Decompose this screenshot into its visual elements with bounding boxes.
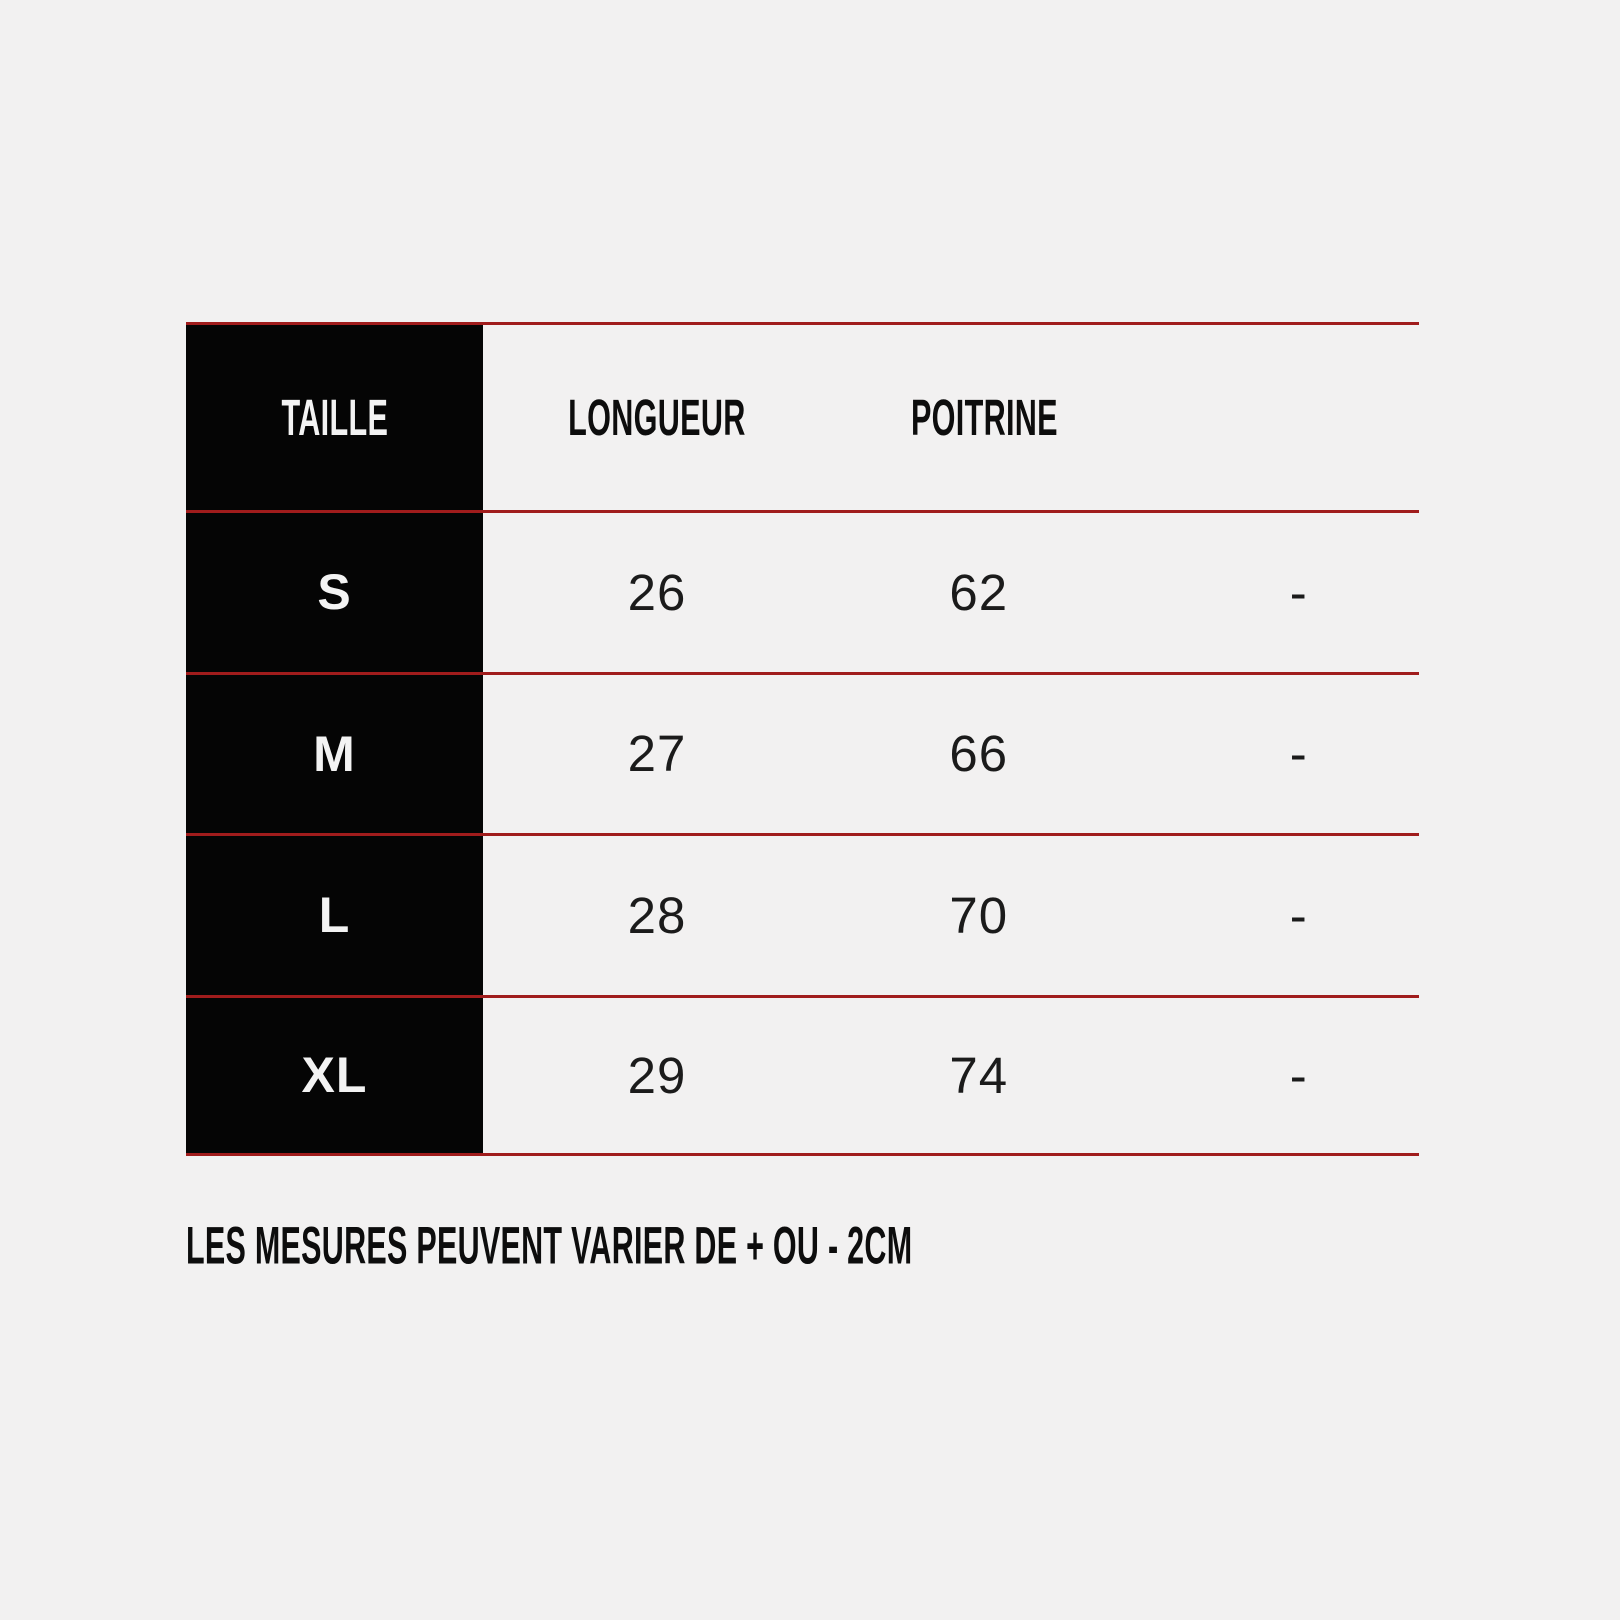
table-row [186, 833, 1419, 995]
header-cell-longueur [483, 325, 831, 510]
longueur-cell [483, 513, 831, 672]
header-cell-poitrine [831, 325, 1139, 510]
poitrine-value: 74 [949, 1046, 1009, 1104]
poitrine-cell [831, 675, 1139, 834]
poitrine-cell [831, 998, 1139, 1154]
extra-cell [1139, 675, 1420, 834]
extra-value: - [1289, 725, 1308, 783]
extra-value: - [1289, 886, 1308, 944]
longueur-value: 26 [627, 563, 687, 621]
extra-cell [1139, 836, 1420, 995]
header-cell-empty [1139, 325, 1420, 510]
poitrine-cell [831, 513, 1139, 672]
size-label: M [313, 725, 356, 782]
size-cell [186, 675, 483, 834]
size-cell [186, 836, 483, 995]
table-header-row [186, 322, 1419, 510]
extra-value: - [1289, 1046, 1308, 1104]
size-cell [186, 998, 483, 1154]
longueur-value: 28 [627, 886, 687, 944]
poitrine-cell [831, 836, 1139, 995]
table-row [186, 510, 1419, 672]
header-cell-taille [186, 325, 483, 510]
longueur-cell [483, 998, 831, 1154]
measurement-note-text: LES MESURES PEUVENT VARIER DE + OU - 2CM [186, 1216, 913, 1276]
header-label-poitrine: POITRINE [911, 389, 1059, 446]
header-label-longueur: LONGUEUR [568, 389, 746, 446]
poitrine-value: 62 [949, 563, 1009, 621]
poitrine-value: 70 [949, 886, 1009, 944]
extra-cell [1139, 998, 1420, 1154]
extra-value: - [1289, 563, 1308, 621]
poitrine-value: 66 [949, 725, 1009, 783]
longueur-cell [483, 836, 831, 995]
size-label: L [318, 887, 351, 944]
size-label: S [317, 564, 352, 621]
header-label-taille: TAILLE [281, 389, 388, 446]
longueur-value: 29 [627, 1046, 687, 1104]
longueur-value: 27 [627, 725, 687, 783]
extra-cell [1139, 513, 1420, 672]
longueur-cell [483, 675, 831, 834]
size-label: XL [301, 1047, 368, 1104]
size-cell [186, 513, 483, 672]
table-row [186, 995, 1419, 1157]
size-table [186, 322, 1419, 1156]
table-row [186, 672, 1419, 834]
